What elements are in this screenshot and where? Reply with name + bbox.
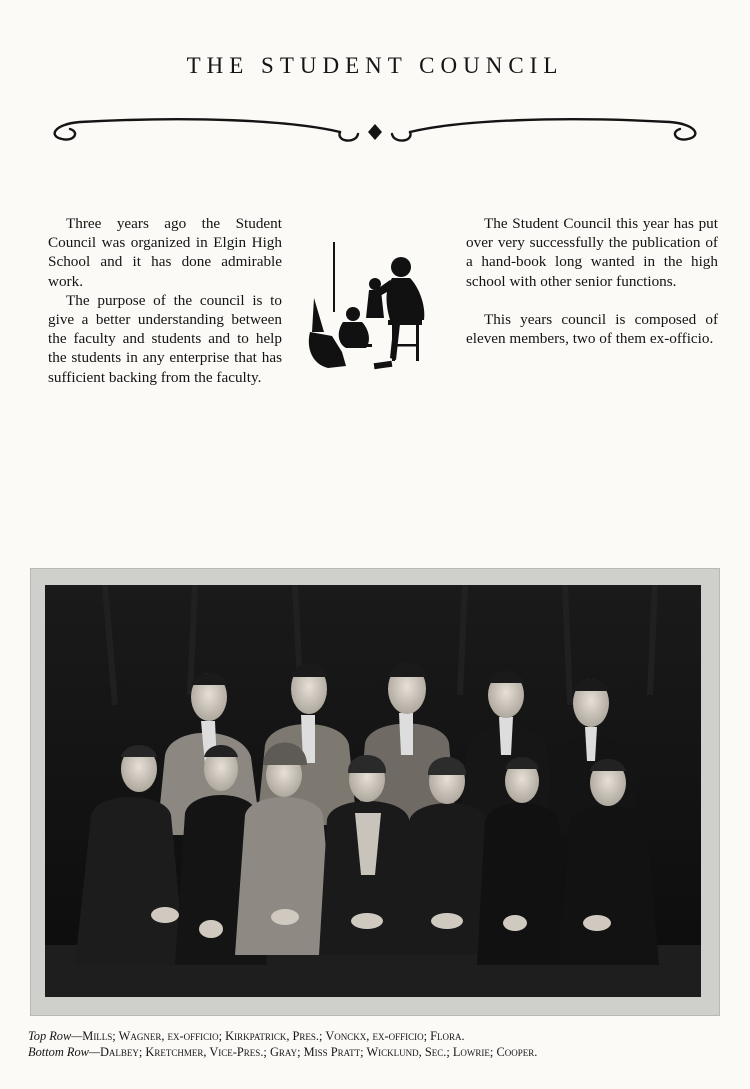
bottom-row-label: Bottom Row— <box>28 1045 100 1059</box>
silhouette-illustration <box>306 240 436 390</box>
top-row-label: Top Row— <box>28 1029 83 1043</box>
right-text-column <box>466 214 718 348</box>
right-paragraph-1: The Student Council this year has put over very successfully the publication of a hand-book long wanted in the high school with other senior functions. <box>466 215 718 290</box>
page-title: THE STUDENT COUNCIL <box>186 53 564 79</box>
top-row-names: Mills; Wagner, ex-officio; Kirkpatrick, Pres.; Vonckx, ex-officio; Flora. <box>82 1029 465 1043</box>
group-photo-frame <box>30 568 720 1016</box>
caption-top-row <box>28 1028 728 1044</box>
photo-caption <box>28 1028 728 1060</box>
group-photo <box>45 585 701 997</box>
group-photo-image <box>45 585 701 997</box>
right-paragraph-2: This years council is composed of eleven members, two of them ex-officio. <box>466 310 718 348</box>
bottom-row-names: Dalbey; Kretchmer, Vice-Pres.; Gray; Miss Pratt; Wicklund, Sec.; Lowrie; Cooper. <box>99 1045 538 1059</box>
left-paragraph-1: Three years ago the Student Council was organized in Elgin High School and it has done admirable work. <box>48 215 282 290</box>
decorative-scroll-divider <box>40 112 710 152</box>
caption-bottom-row <box>28 1044 728 1060</box>
left-text-column <box>48 214 282 387</box>
left-paragraph-2: The purpose of the council is to give a better understanding between the faculty and students and to help the students in any enterprise that has sufficient backing from the faculty. <box>48 291 282 386</box>
